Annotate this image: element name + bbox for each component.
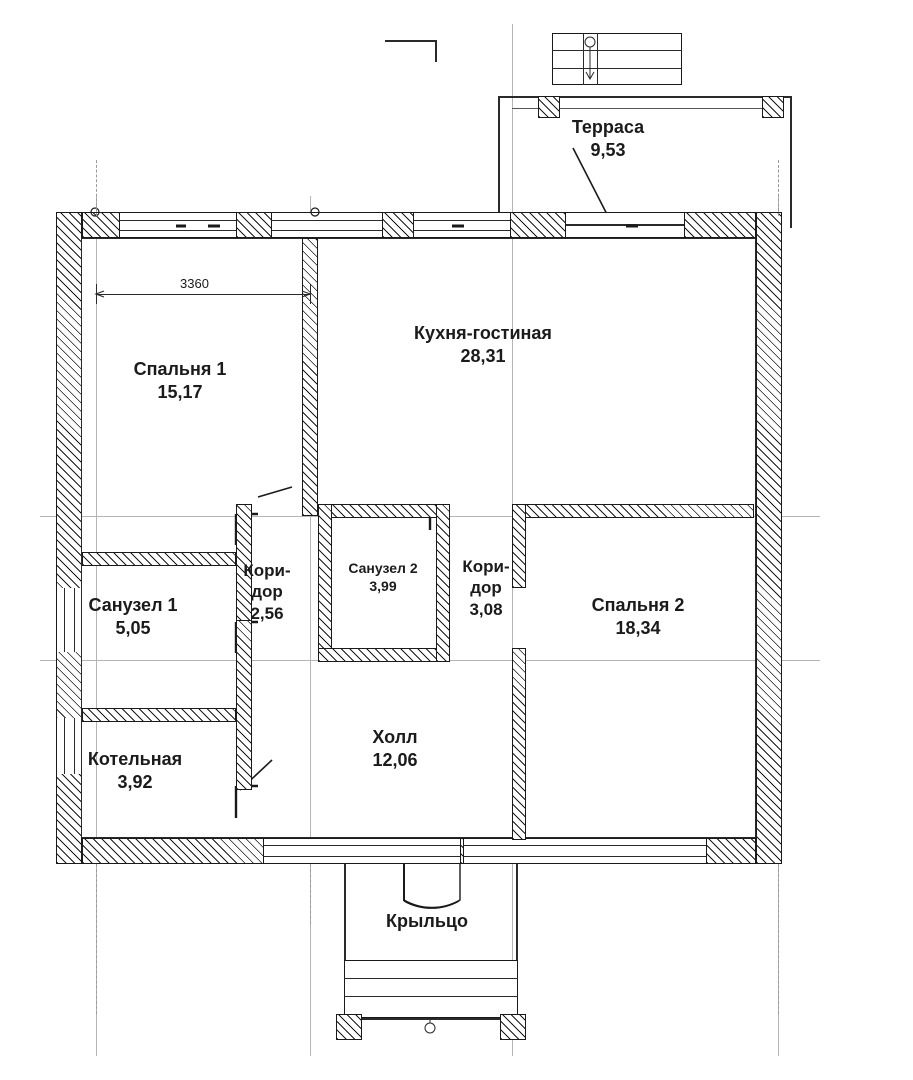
room-name-corridor-1-line2: дор — [251, 582, 283, 602]
room-name-bathroom-1: Санузел 1 — [88, 595, 178, 615]
room-area-hall: 12,06 — [372, 749, 418, 770]
room-area-kitchen-living: 28,31 — [460, 345, 506, 366]
room-name-bedroom-2: Спальня 2 — [591, 595, 685, 615]
extension-line-left — [96, 864, 97, 1014]
porch-steps — [344, 960, 518, 1018]
room-name-corridor-2-line2: дор — [470, 578, 502, 598]
extension-line-left-top — [96, 160, 97, 216]
room-label-porch — [352, 910, 502, 933]
porch-bottom-edge — [362, 1018, 500, 1020]
room-name-kitchen-living: Кухня-гостиная — [414, 323, 552, 343]
room-name-corridor-2-line1: Кори- — [462, 557, 510, 576]
room-label-hall — [320, 726, 470, 771]
room-label-bathroom-1 — [50, 594, 216, 639]
room-label-corridor-2 — [450, 556, 522, 620]
room-area-bathroom-2: 3,99 — [369, 577, 397, 594]
room-label-bedroom-1 — [96, 358, 264, 403]
room-area-boiler-room: 3,92 — [117, 771, 153, 792]
room-label-terrace — [528, 116, 688, 161]
porch-column-left — [336, 1014, 362, 1040]
room-name-bathroom-2: Санузел 2 — [348, 560, 418, 576]
room-area-corridor-1: 2,56 — [250, 603, 284, 623]
room-label-bedroom-2 — [552, 594, 724, 639]
room-name-boiler-room: Котельная — [87, 749, 183, 769]
room-name-bedroom-1: Спальня 1 — [133, 359, 227, 379]
porch-wall-right — [516, 864, 518, 960]
dimension-label-3360: 3360 — [180, 276, 209, 291]
porch-wall-left — [344, 864, 346, 960]
extension-line-a — [310, 864, 311, 924]
extension-line-right-top — [778, 160, 779, 216]
room-label-kitchen-living — [338, 322, 628, 367]
extension-line-right — [778, 864, 779, 1014]
room-name-hall: Холл — [372, 727, 418, 747]
room-label-corridor-1 — [232, 560, 302, 624]
room-label-boiler-room — [42, 748, 228, 793]
room-name-corridor-1-line1: Кори- — [243, 561, 291, 580]
room-name-terrace: Терраса — [571, 117, 645, 137]
room-label-bathroom-2 — [318, 560, 448, 595]
room-name-porch: Крыльцо — [386, 911, 468, 931]
room-area-corridor-2: 3,08 — [469, 599, 503, 619]
porch-step-line-1 — [344, 978, 518, 979]
room-area-bathroom-1: 5,05 — [115, 617, 151, 638]
porch-column-right — [500, 1014, 526, 1040]
porch-step-line-2 — [344, 996, 518, 997]
room-area-bedroom-2: 18,34 — [615, 617, 661, 638]
room-area-bedroom-1: 15,17 — [157, 381, 203, 402]
room-area-terrace: 9,53 — [590, 139, 626, 160]
